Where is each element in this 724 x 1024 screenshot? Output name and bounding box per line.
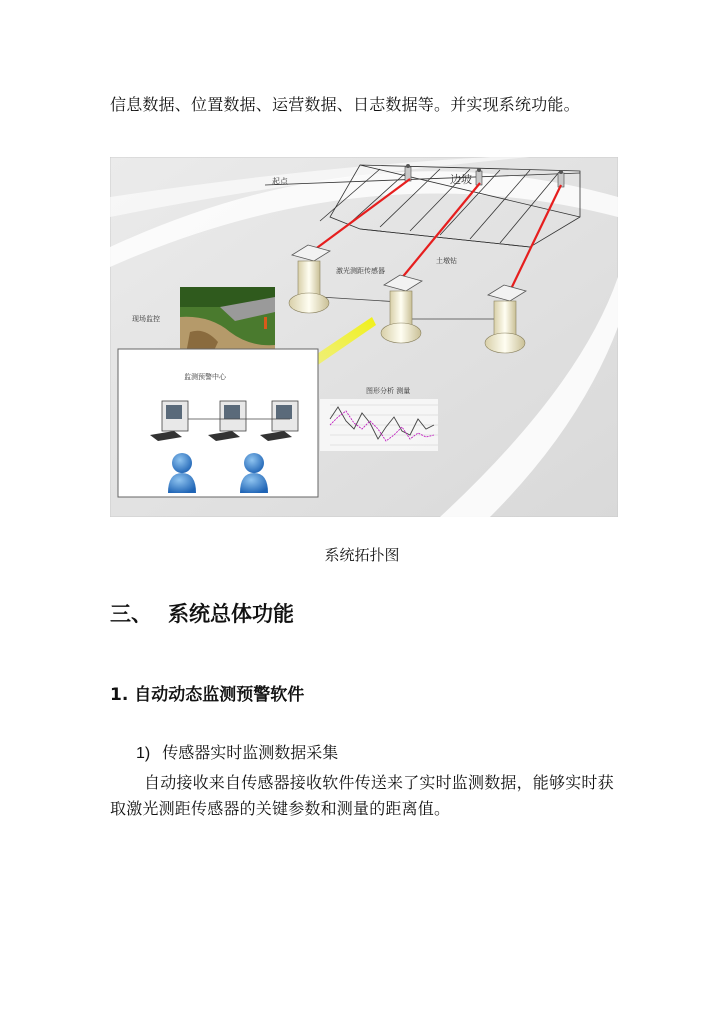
label-slope: 边坡 bbox=[450, 173, 472, 186]
label-site-photo: 现场监控 bbox=[132, 315, 160, 323]
intro-paragraph: 信息数据、位置数据、运营数据、日志数据等。并实现系统功能。 bbox=[110, 95, 580, 114]
body-paragraph: 自动接收来自传感器接收软件传送来了实时监测数据，能够实时获取激光测距传感器的关键参数和测量的距离值。 bbox=[110, 773, 614, 818]
subsection-title: 自动动态监测预警软件 bbox=[134, 685, 305, 705]
section-title: 系统总体功能 bbox=[168, 602, 294, 626]
site-photo bbox=[180, 287, 275, 359]
list-item-number: 1) bbox=[136, 745, 151, 762]
figure-caption: 系统拓扑图 bbox=[324, 546, 400, 564]
section-number: 三、 bbox=[110, 602, 152, 626]
label-monitoring-center: 监测预警中心 bbox=[184, 373, 226, 381]
label-control-point: 起点 bbox=[272, 177, 288, 186]
subsection-number: 1. bbox=[110, 685, 129, 705]
analysis-chart bbox=[320, 399, 438, 451]
section-heading bbox=[110, 598, 294, 628]
system-topology-figure bbox=[110, 157, 618, 517]
label-pile: 土墩钻 bbox=[436, 257, 457, 265]
list-item-heading bbox=[136, 740, 338, 763]
subsection-heading bbox=[110, 680, 304, 705]
list-item-title: 传感器实时监测数据采集 bbox=[162, 743, 339, 762]
label-analysis: 图形分析 测量 bbox=[366, 387, 411, 395]
label-laser-sensor: 激光测距传感器 bbox=[336, 267, 385, 275]
